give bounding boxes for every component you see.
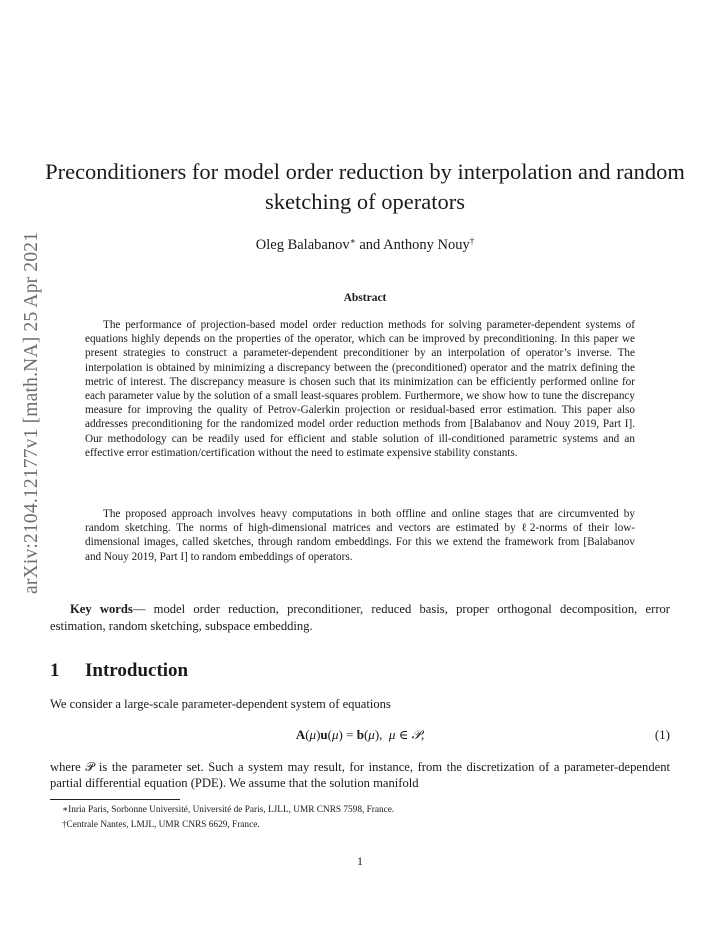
section-number: 1 (50, 660, 60, 681)
footnote-mark: ∗ (349, 236, 356, 246)
footnote-rule (50, 799, 180, 800)
footnote-mark: ∗ (62, 804, 69, 814)
footnote (62, 805, 394, 816)
body-text: where 𝒫 is the parameter set. Such a system may result, for instance, from the discretization of a parameter-dependent partial differential equation (PDE). We assume that the solution manifold (50, 760, 670, 790)
footnote-text: Centrale Nantes, LMJL, UMR CNRS 6629, France. (66, 820, 260, 830)
footnote-mark: † (62, 819, 67, 829)
author-line (40, 237, 690, 254)
abstract-paragraph: The performance of projection-based model order reduction methods for solving parameter-dependent systems of equations highly depends on the properties of the operator, which can be improved by preconditioning. In this paper we present strategies to construct a parameter-dependent preconditioner by an interpolation of operator’s inverse. The interpolation is obtained by minimizing a discrepancy between the (preconditioned) operator and the matrix defining the metric of interest. The discrepancy measure is chosen such that its minimization can be efficiently performed online for each parameter value by the solution of a small least-squares problem. Furthermore, we show how to tune the discrepancy measure for improving the quality of Petrov-Galerkin projection or residual-based error estimation. This paper also addresses preconditioning for the randomized model order reduction methods from [Balabanov and Nouy 2019, Part I]. Our methodology can be readily used for efficient and stable solution of ill-conditioned parametric systems and an effective error estimation/certification without the need to estimate expensive stability constants. (85, 319, 635, 459)
keywords (50, 601, 670, 635)
paper-title: Preconditioners for model order reduction by interpolation and random sketching of operators (45, 159, 685, 214)
keywords-label: Key words (70, 602, 133, 616)
abstract-heading: Abstract (343, 292, 387, 304)
arxiv-identifier: arXiv:2104.12177v1 [math.NA] 25 Apr 2021 (21, 231, 42, 594)
body-text: We consider a large-scale parameter-dependent system of equations (50, 697, 391, 711)
footnote (62, 820, 260, 830)
page-number: 1 (357, 854, 363, 868)
section-title: Introduction (85, 660, 189, 681)
equation-body: A(μ)u(μ) = b(μ), μ ∈ 𝒫, (295, 727, 425, 742)
equation-number: (1) (654, 727, 670, 742)
author-name: Anthony Nouy (383, 237, 470, 253)
author-joiner: and (355, 237, 384, 253)
footnote-mark: † (469, 236, 475, 246)
footnote-text: Inria Paris, Sorbonne Université, Université de Paris, LJLL, UMR CNRS 7598, France. (68, 805, 395, 815)
author-name: Oleg Balabanov (255, 237, 350, 253)
abstract-paragraph: The proposed approach involves heavy computations in both offline and online stages that are circumvented by random sketching. The norms of high-dimensional matrices and vectors are estimated by ℓ2-norms of their low-dimensional images, called sketches, through random embeddings. For this we extend the framework from [Balabanov and Nouy 2019, Part I] to random embeddings of operators. (85, 508, 635, 563)
keywords-text: — model order reduction, preconditioner, reduced basis, proper orthogonal decomposition, error estimation, random sketching, subspace embedding. (50, 602, 670, 633)
section-heading (50, 660, 188, 682)
